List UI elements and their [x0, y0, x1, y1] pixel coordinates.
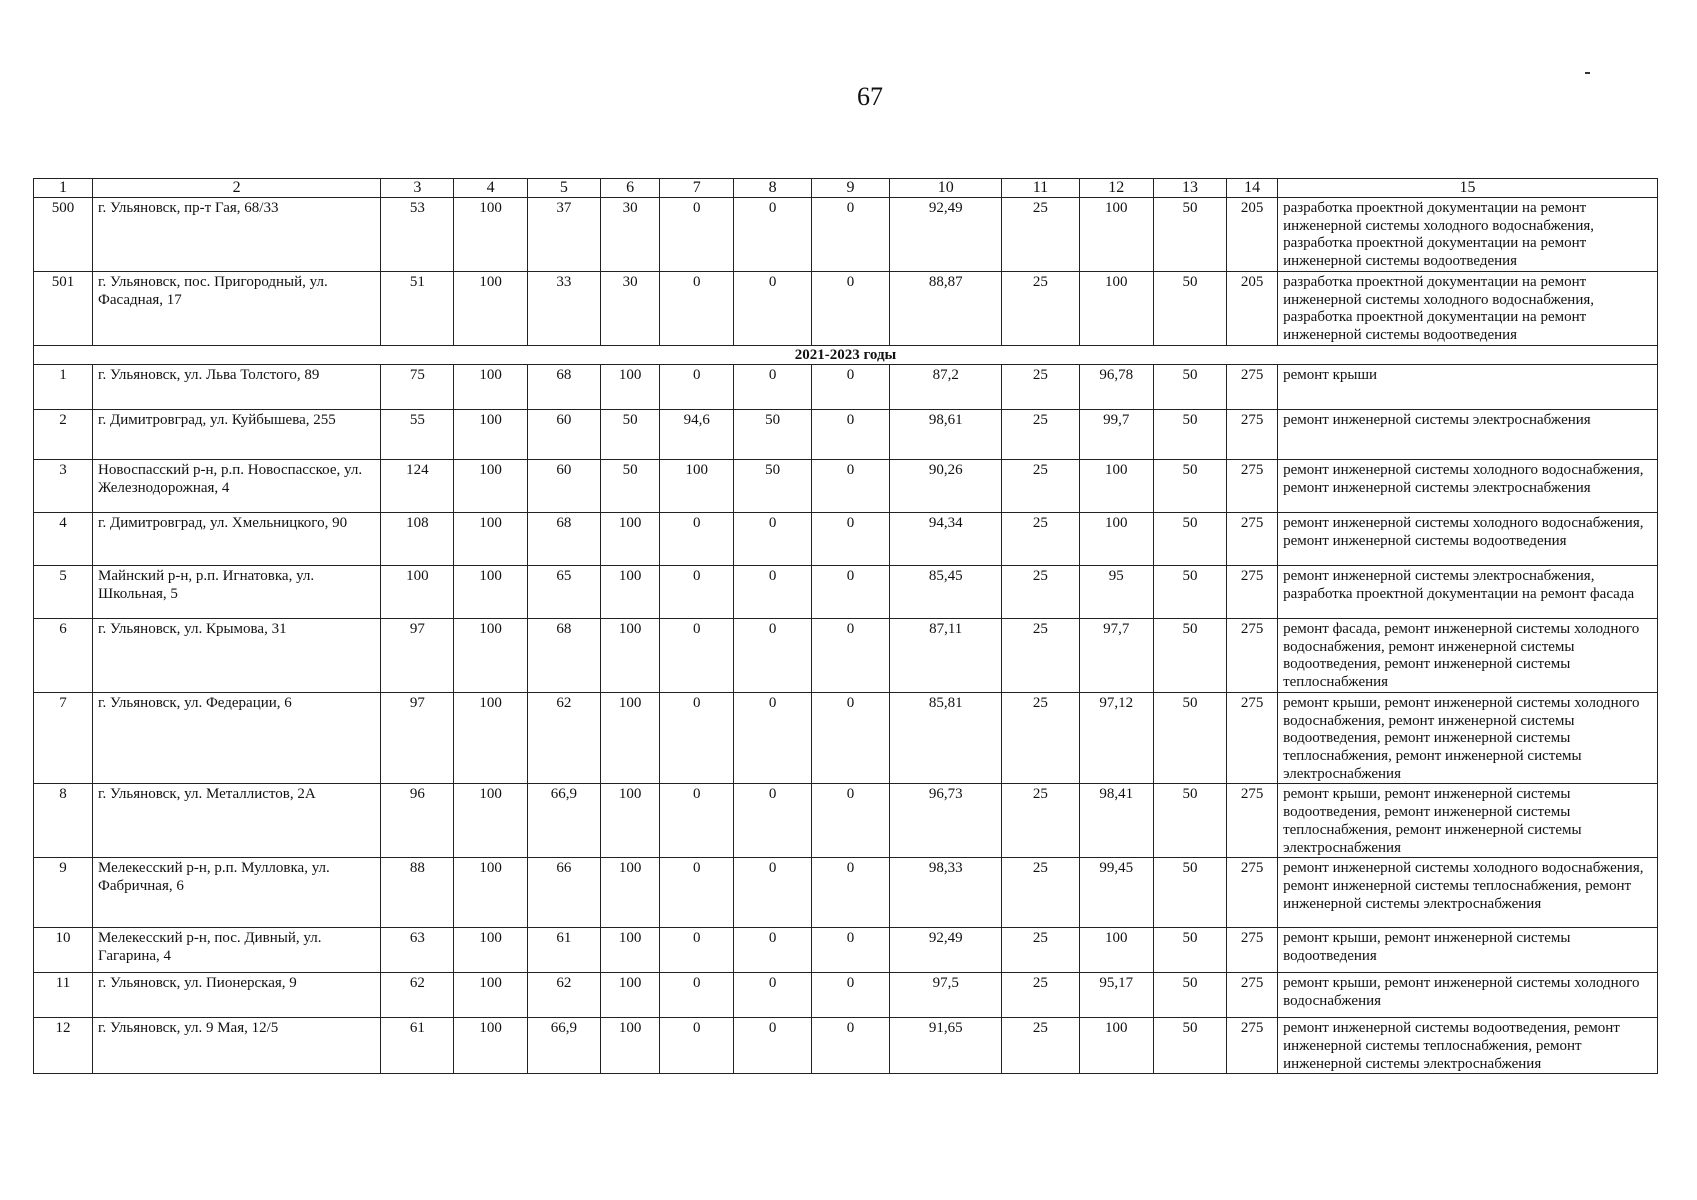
- value-cell: 275: [1227, 693, 1278, 784]
- value-cell: 0: [660, 858, 734, 928]
- address-cell: Мелекесский р-н, пос. Дивный, ул. Гагарина, 4: [93, 928, 381, 973]
- value-cell: 100: [454, 858, 527, 928]
- works-cell: ремонт крыши, ремонт инженерной системы холодного водоснабжения: [1278, 973, 1658, 1018]
- value-cell: 100: [454, 928, 527, 973]
- value-cell: 100: [1079, 513, 1153, 566]
- value-cell: 97,7: [1079, 619, 1153, 693]
- value-cell: 100: [601, 365, 660, 410]
- address-cell: г. Ульяновск, ул. Федерации, 6: [93, 693, 381, 784]
- value-cell: 100: [1079, 928, 1153, 973]
- value-cell: 88,87: [890, 272, 1002, 346]
- value-cell: 100: [1079, 1018, 1153, 1074]
- value-cell: 95: [1079, 566, 1153, 619]
- works-cell: ремонт крыши, ремонт инженерной системы холодного водоснабжения, ремонт инженерной системы водоотведения, ремонт инженерной системы теплоснабжения, ремонт инженерной системы электроснабжения: [1278, 693, 1658, 784]
- value-cell: 94,6: [660, 410, 734, 460]
- col-header: 4: [454, 179, 527, 198]
- value-cell: 100: [1079, 272, 1153, 346]
- address-cell: г. Ульяновск, ул. Льва Толстого, 89: [93, 365, 381, 410]
- value-cell: 275: [1227, 1018, 1278, 1074]
- value-cell: 100: [601, 973, 660, 1018]
- value-cell: 0: [811, 410, 889, 460]
- value-cell: 0: [811, 1018, 889, 1074]
- value-cell: 66: [527, 858, 600, 928]
- table-row: [34, 784, 1658, 858]
- works-cell: ремонт инженерной системы холодного водоснабжения, ремонт инженерной системы электроснабжения: [1278, 460, 1658, 513]
- value-cell: 25: [1002, 272, 1079, 346]
- col-header: 7: [660, 179, 734, 198]
- section-divider: [34, 346, 1658, 365]
- value-cell: 50: [734, 460, 811, 513]
- value-cell: 96,78: [1079, 365, 1153, 410]
- value-cell: 100: [454, 272, 527, 346]
- value-cell: 0: [734, 566, 811, 619]
- works-cell: ремонт инженерной системы водоотведения, ремонт инженерной системы теплоснабжения, ремонт инженерной системы электроснабжения: [1278, 1018, 1658, 1074]
- scan-mark: [1585, 72, 1590, 74]
- row-number-cell: 7: [34, 693, 93, 784]
- value-cell: 100: [1079, 198, 1153, 272]
- value-cell: 61: [381, 1018, 454, 1074]
- works-cell: разработка проектной документации на ремонт инженерной системы холодного водоснабжения, разработка проектной документации на ремонт инженерной системы водоотведения: [1278, 272, 1658, 346]
- works-cell: ремонт инженерной системы холодного водоснабжения, ремонт инженерной системы водоотведения: [1278, 513, 1658, 566]
- address-cell: г. Ульяновск, ул. 9 Мая, 12/5: [93, 1018, 381, 1074]
- value-cell: 50: [1153, 619, 1226, 693]
- table-row: [34, 1018, 1658, 1074]
- value-cell: 68: [527, 513, 600, 566]
- value-cell: 0: [811, 619, 889, 693]
- value-cell: 100: [1079, 460, 1153, 513]
- value-cell: 91,65: [890, 1018, 1002, 1074]
- col-header: 3: [381, 179, 454, 198]
- value-cell: 50: [1153, 693, 1226, 784]
- value-cell: 50: [601, 410, 660, 460]
- value-cell: 98,41: [1079, 784, 1153, 858]
- value-cell: 85,45: [890, 566, 1002, 619]
- value-cell: 0: [660, 198, 734, 272]
- address-cell: г. Димитровград, ул. Хмельницкого, 90: [93, 513, 381, 566]
- value-cell: 25: [1002, 619, 1079, 693]
- col-header: 6: [601, 179, 660, 198]
- address-cell: г. Димитровград, ул. Куйбышева, 255: [93, 410, 381, 460]
- value-cell: 0: [734, 1018, 811, 1074]
- works-cell: ремонт инженерной системы холодного водоснабжения, ремонт инженерной системы теплоснабжения, ремонт инженерной системы электроснабжения: [1278, 858, 1658, 928]
- col-header: 1: [34, 179, 93, 198]
- value-cell: 0: [660, 784, 734, 858]
- value-cell: 124: [381, 460, 454, 513]
- value-cell: 96,73: [890, 784, 1002, 858]
- value-cell: 0: [734, 928, 811, 973]
- value-cell: 51: [381, 272, 454, 346]
- value-cell: 0: [734, 272, 811, 346]
- value-cell: 50: [1153, 928, 1226, 973]
- value-cell: 0: [811, 513, 889, 566]
- col-header: 9: [811, 179, 889, 198]
- value-cell: 25: [1002, 784, 1079, 858]
- value-cell: 0: [660, 272, 734, 346]
- table-row: [34, 198, 1658, 272]
- col-header: 11: [1002, 179, 1079, 198]
- rows-previous-period: [34, 198, 1658, 346]
- section-title: 2021-2023 годы: [34, 346, 1658, 365]
- value-cell: 75: [381, 365, 454, 410]
- value-cell: 0: [734, 513, 811, 566]
- row-number-cell: 9: [34, 858, 93, 928]
- value-cell: 0: [660, 973, 734, 1018]
- value-cell: 66,9: [527, 1018, 600, 1074]
- value-cell: 100: [454, 973, 527, 1018]
- value-cell: 100: [601, 619, 660, 693]
- value-cell: 85,81: [890, 693, 1002, 784]
- value-cell: 275: [1227, 513, 1278, 566]
- value-cell: 65: [527, 566, 600, 619]
- value-cell: 99,7: [1079, 410, 1153, 460]
- works-cell: ремонт крыши, ремонт инженерной системы водоотведения, ремонт инженерной системы теплоснабжения, ремонт инженерной системы электроснабжения: [1278, 784, 1658, 858]
- value-cell: 275: [1227, 460, 1278, 513]
- value-cell: 205: [1227, 198, 1278, 272]
- address-cell: г. Ульяновск, пр-т Гая, 68/33: [93, 198, 381, 272]
- value-cell: 99,45: [1079, 858, 1153, 928]
- buildings-table: [33, 178, 1658, 1074]
- row-number-cell: 501: [34, 272, 93, 346]
- value-cell: 92,49: [890, 198, 1002, 272]
- value-cell: 108: [381, 513, 454, 566]
- row-number-cell: 3: [34, 460, 93, 513]
- value-cell: 33: [527, 272, 600, 346]
- value-cell: 25: [1002, 365, 1079, 410]
- address-cell: г. Ульяновск, ул. Металлистов, 2А: [93, 784, 381, 858]
- value-cell: 25: [1002, 693, 1079, 784]
- table-row: [34, 410, 1658, 460]
- value-cell: 50: [1153, 272, 1226, 346]
- rows-2021-2023: [34, 365, 1658, 1074]
- value-cell: 0: [660, 619, 734, 693]
- value-cell: 100: [454, 365, 527, 410]
- col-header: 10: [890, 179, 1002, 198]
- row-number-cell: 2: [34, 410, 93, 460]
- value-cell: 0: [734, 973, 811, 1018]
- table-row: [34, 693, 1658, 784]
- value-cell: 0: [734, 784, 811, 858]
- value-cell: 0: [811, 784, 889, 858]
- value-cell: 0: [660, 1018, 734, 1074]
- value-cell: 0: [734, 693, 811, 784]
- value-cell: 100: [601, 513, 660, 566]
- row-number-cell: 1: [34, 365, 93, 410]
- value-cell: 68: [527, 365, 600, 410]
- value-cell: 100: [601, 566, 660, 619]
- table-row: [34, 460, 1658, 513]
- value-cell: 25: [1002, 410, 1079, 460]
- table-row: [34, 928, 1658, 973]
- value-cell: 97: [381, 619, 454, 693]
- value-cell: 0: [811, 973, 889, 1018]
- row-number-cell: 10: [34, 928, 93, 973]
- value-cell: 205: [1227, 272, 1278, 346]
- address-cell: г. Ульяновск, ул. Пионерская, 9: [93, 973, 381, 1018]
- value-cell: 25: [1002, 928, 1079, 973]
- value-cell: 50: [1153, 1018, 1226, 1074]
- value-cell: 62: [527, 973, 600, 1018]
- value-cell: 60: [527, 410, 600, 460]
- value-cell: 97: [381, 693, 454, 784]
- value-cell: 50: [1153, 513, 1226, 566]
- value-cell: 55: [381, 410, 454, 460]
- value-cell: 100: [601, 693, 660, 784]
- row-number-cell: 11: [34, 973, 93, 1018]
- value-cell: 275: [1227, 784, 1278, 858]
- works-cell: ремонт крыши, ремонт инженерной системы водоотведения: [1278, 928, 1658, 973]
- value-cell: 90,26: [890, 460, 1002, 513]
- value-cell: 0: [660, 365, 734, 410]
- column-number-row: [34, 179, 1658, 198]
- value-cell: 50: [1153, 365, 1226, 410]
- value-cell: 92,49: [890, 928, 1002, 973]
- value-cell: 61: [527, 928, 600, 973]
- value-cell: 0: [660, 928, 734, 973]
- value-cell: 0: [811, 272, 889, 346]
- value-cell: 50: [734, 410, 811, 460]
- value-cell: 30: [601, 198, 660, 272]
- works-cell: ремонт инженерной системы электроснабжения: [1278, 410, 1658, 460]
- value-cell: 275: [1227, 619, 1278, 693]
- row-number-cell: 6: [34, 619, 93, 693]
- value-cell: 100: [454, 1018, 527, 1074]
- value-cell: 0: [734, 365, 811, 410]
- value-cell: 0: [734, 198, 811, 272]
- value-cell: 25: [1002, 858, 1079, 928]
- address-cell: г. Ульяновск, ул. Крымова, 31: [93, 619, 381, 693]
- address-cell: г. Ульяновск, пос. Пригородный, ул. Фасадная, 17: [93, 272, 381, 346]
- section-row: [34, 346, 1658, 365]
- value-cell: 100: [454, 566, 527, 619]
- value-cell: 0: [811, 365, 889, 410]
- value-cell: 100: [381, 566, 454, 619]
- value-cell: 0: [811, 858, 889, 928]
- value-cell: 0: [734, 619, 811, 693]
- value-cell: 275: [1227, 858, 1278, 928]
- value-cell: 87,11: [890, 619, 1002, 693]
- value-cell: 50: [1153, 973, 1226, 1018]
- value-cell: 63: [381, 928, 454, 973]
- value-cell: 94,34: [890, 513, 1002, 566]
- row-number-cell: 500: [34, 198, 93, 272]
- works-cell: ремонт инженерной системы электроснабжения, разработка проектной документации на ремонт фасада: [1278, 566, 1658, 619]
- value-cell: 98,61: [890, 410, 1002, 460]
- value-cell: 0: [811, 460, 889, 513]
- value-cell: 66,9: [527, 784, 600, 858]
- value-cell: 25: [1002, 973, 1079, 1018]
- col-header: 8: [734, 179, 811, 198]
- value-cell: 30: [601, 272, 660, 346]
- address-cell: Майнский р-н, р.п. Игнатовка, ул. Школьная, 5: [93, 566, 381, 619]
- value-cell: 50: [1153, 566, 1226, 619]
- value-cell: 53: [381, 198, 454, 272]
- value-cell: 87,2: [890, 365, 1002, 410]
- value-cell: 50: [601, 460, 660, 513]
- value-cell: 96: [381, 784, 454, 858]
- table-row: [34, 272, 1658, 346]
- table-row: [34, 619, 1658, 693]
- value-cell: 100: [454, 198, 527, 272]
- value-cell: 97,5: [890, 973, 1002, 1018]
- works-cell: разработка проектной документации на ремонт инженерной системы холодного водоснабжения, разработка проектной документации на ремонт инженерной системы водоотведения: [1278, 198, 1658, 272]
- value-cell: 62: [527, 693, 600, 784]
- col-header: 5: [527, 179, 600, 198]
- value-cell: 50: [1153, 460, 1226, 513]
- value-cell: 0: [811, 928, 889, 973]
- works-cell: ремонт фасада, ремонт инженерной системы холодного водоснабжения, ремонт инженерной системы водоотведения, ремонт инженерной системы теплоснабжения: [1278, 619, 1658, 693]
- value-cell: 100: [601, 928, 660, 973]
- address-cell: Новоспасский р-н, р.п. Новоспасское, ул. Железнодорожная, 4: [93, 460, 381, 513]
- col-header: 12: [1079, 179, 1153, 198]
- value-cell: 97,12: [1079, 693, 1153, 784]
- value-cell: 50: [1153, 410, 1226, 460]
- value-cell: 95,17: [1079, 973, 1153, 1018]
- page-number: 67: [857, 82, 883, 111]
- value-cell: 68: [527, 619, 600, 693]
- value-cell: 100: [454, 619, 527, 693]
- value-cell: 0: [811, 693, 889, 784]
- value-cell: 25: [1002, 198, 1079, 272]
- table-row: [34, 566, 1658, 619]
- table-row: [34, 365, 1658, 410]
- table-row: [34, 973, 1658, 1018]
- value-cell: 100: [454, 784, 527, 858]
- row-number-cell: 4: [34, 513, 93, 566]
- col-header: 14: [1227, 179, 1278, 198]
- value-cell: 100: [660, 460, 734, 513]
- value-cell: 275: [1227, 973, 1278, 1018]
- value-cell: 0: [660, 693, 734, 784]
- row-number-cell: 12: [34, 1018, 93, 1074]
- value-cell: 0: [811, 566, 889, 619]
- value-cell: 60: [527, 460, 600, 513]
- works-cell: ремонт крыши: [1278, 365, 1658, 410]
- value-cell: 50: [1153, 198, 1226, 272]
- value-cell: 100: [601, 784, 660, 858]
- value-cell: 0: [811, 198, 889, 272]
- value-cell: 98,33: [890, 858, 1002, 928]
- value-cell: 275: [1227, 928, 1278, 973]
- value-cell: 37: [527, 198, 600, 272]
- table-row: [34, 513, 1658, 566]
- value-cell: 25: [1002, 566, 1079, 619]
- value-cell: 62: [381, 973, 454, 1018]
- value-cell: 0: [734, 858, 811, 928]
- col-header: 13: [1153, 179, 1226, 198]
- value-cell: 0: [660, 513, 734, 566]
- value-cell: 100: [454, 693, 527, 784]
- col-header: 2: [93, 179, 381, 198]
- value-cell: 0: [660, 566, 734, 619]
- value-cell: 25: [1002, 513, 1079, 566]
- value-cell: 100: [454, 410, 527, 460]
- value-cell: 25: [1002, 460, 1079, 513]
- value-cell: 275: [1227, 365, 1278, 410]
- value-cell: 50: [1153, 858, 1226, 928]
- value-cell: 275: [1227, 410, 1278, 460]
- table-row: [34, 858, 1658, 928]
- col-header: 15: [1278, 179, 1658, 198]
- value-cell: 100: [454, 513, 527, 566]
- row-number-cell: 5: [34, 566, 93, 619]
- value-cell: 275: [1227, 566, 1278, 619]
- value-cell: 50: [1153, 784, 1226, 858]
- row-number-cell: 8: [34, 784, 93, 858]
- value-cell: 100: [601, 858, 660, 928]
- value-cell: 25: [1002, 1018, 1079, 1074]
- address-cell: Мелекесский р-н, р.п. Мулловка, ул. Фабричная, 6: [93, 858, 381, 928]
- value-cell: 100: [601, 1018, 660, 1074]
- value-cell: 100: [454, 460, 527, 513]
- value-cell: 88: [381, 858, 454, 928]
